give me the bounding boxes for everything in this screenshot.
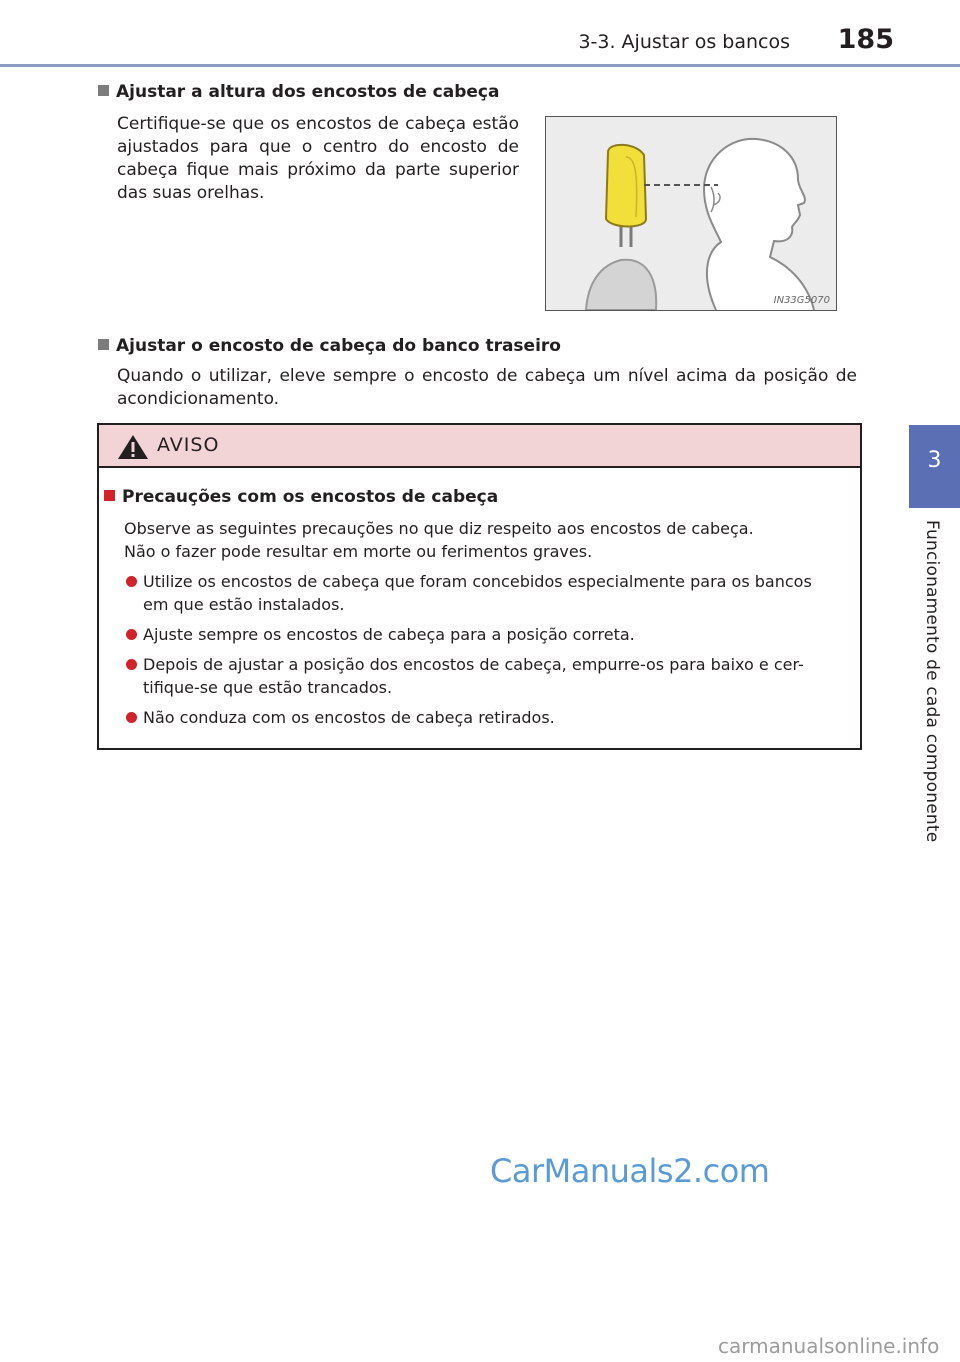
red-bullet-icon bbox=[126, 659, 137, 670]
headrest-illustration bbox=[545, 116, 837, 311]
warning-item-line1: Ajuste sempre os encostos de cabeça para a posição correta. bbox=[143, 625, 635, 644]
warning-intro-line2: Não o fazer pode resultar em morte ou ferimentos graves. bbox=[124, 542, 593, 561]
red-square-bullet-icon bbox=[104, 490, 115, 501]
watermark-carmanuals2[interactable]: CarManuals2.com bbox=[490, 1152, 770, 1190]
warning-intro-line1: Observe as seguintes precauções no que diz respeito aos encostos de cabeça. bbox=[124, 519, 754, 538]
section2-title: Ajustar o encosto de cabeça do banco traseiro bbox=[116, 336, 561, 356]
chapter-tab-label: Funcionamento de cada componente bbox=[922, 520, 942, 843]
figure-code: IN33G5070 bbox=[773, 295, 830, 306]
section1-title: Ajustar a altura dos encostos de cabeça bbox=[116, 82, 500, 102]
watermark-carmanualsonline[interactable]: carmanualsonline.info bbox=[718, 1334, 940, 1358]
section2-heading bbox=[98, 336, 561, 356]
warning-item-line1: Depois de ajustar a posição dos encostos de cabeça, empurre-os para baixo e cer- bbox=[143, 655, 804, 674]
warning-item bbox=[126, 653, 804, 676]
warning-item-line1: Utilize os encostos de cabeça que foram concebidos especialmente para os bancos bbox=[143, 572, 812, 591]
page-number: 185 bbox=[837, 24, 894, 55]
red-bullet-icon bbox=[126, 712, 137, 723]
section2-body: Quando o utilizar, eleve sempre o encosto de cabeça um nível acima da posição de acondicionamento. bbox=[117, 366, 857, 409]
square-bullet-icon bbox=[98, 85, 109, 96]
red-bullet-icon bbox=[126, 629, 137, 640]
warning-triangle-icon bbox=[117, 434, 149, 460]
header-rule bbox=[0, 64, 960, 67]
headrest-figure-icon bbox=[546, 117, 836, 310]
warning-item bbox=[126, 570, 812, 593]
section1-body: Certifique-se que os encostos de cabeça estão ajustados para que o centro do encosto de cabeça fique mais próximo da parte superior das suas orelhas. bbox=[117, 114, 519, 203]
section1-heading bbox=[98, 82, 499, 102]
chapter-tab-number: 3 bbox=[927, 448, 942, 473]
warning-item-line2: tifique-se que estão trancados. bbox=[143, 678, 393, 697]
section-heading: 3-3. Ajustar os bancos bbox=[578, 31, 790, 53]
warning-title-text: Precauções com os encostos de cabeça bbox=[122, 487, 499, 507]
warning-label: AVISO bbox=[157, 434, 220, 456]
warning-item bbox=[126, 623, 635, 646]
warning-box bbox=[97, 423, 862, 750]
warning-item-line2: em que estão instalados. bbox=[143, 595, 345, 614]
warning-title bbox=[104, 486, 498, 509]
warning-header bbox=[99, 425, 860, 468]
red-bullet-icon bbox=[126, 576, 137, 587]
warning-item-line1: Não conduza com os encostos de cabeça retirados. bbox=[143, 708, 555, 727]
warning-item bbox=[126, 706, 555, 729]
square-bullet-icon bbox=[98, 339, 109, 350]
